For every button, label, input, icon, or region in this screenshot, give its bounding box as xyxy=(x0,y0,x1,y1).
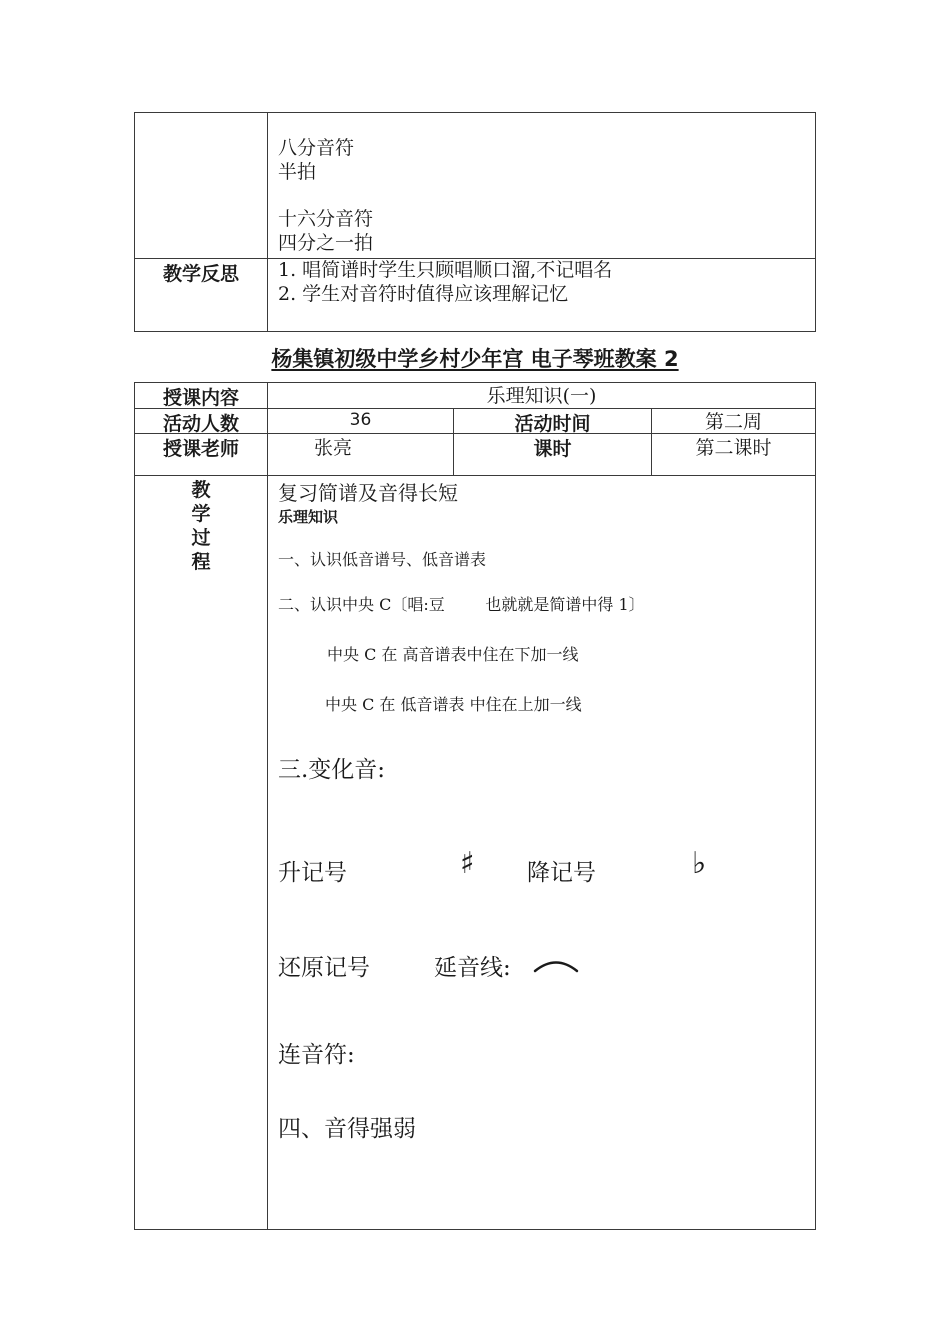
period-value: 第二课时 xyxy=(695,437,772,459)
top-table-border-left xyxy=(134,112,135,332)
sharp-label: 升记号 xyxy=(278,860,347,886)
reflection-label: 教学反思 xyxy=(162,263,239,285)
flat-label: 降记号 xyxy=(527,860,596,886)
top-table-border-top xyxy=(134,112,816,113)
flat-icon: ♭ xyxy=(692,846,707,881)
time-value: 第二周 xyxy=(704,411,762,433)
reflection-item-2: 2. 学生对音符时值得应该理解记忆 xyxy=(278,283,569,305)
process-item-3: 三.变化音: xyxy=(278,757,386,783)
process-label-char-1: 教 xyxy=(191,479,211,501)
main-table-border-right xyxy=(815,382,816,1230)
note-eighth: 八分音符 xyxy=(278,137,355,159)
main-table-row-line-3 xyxy=(134,475,816,476)
process-item-1: 一、认识低音谱号、低音谱表 xyxy=(278,550,487,569)
process-item-4: 四、音得强弱 xyxy=(278,1116,416,1142)
page-title: 杨集镇初级中学乡村少年宫 电子琴班教案 2 xyxy=(271,347,679,371)
note-eighth-beat: 半拍 xyxy=(278,161,317,183)
tie-arc-icon xyxy=(532,952,580,974)
period-label: 课时 xyxy=(533,438,572,460)
reflection-item-1: 1. 唱简谱时学生只顾唱顺口溜,不记唱名 xyxy=(278,259,613,281)
top-table-border-bottom xyxy=(134,331,816,332)
sharp-icon: ♯ xyxy=(460,846,475,881)
process-item-2-sub-1: 中央 C 在 高音谱表中住在下加一线 xyxy=(327,645,579,664)
note-sixteenth-beat: 四分之一拍 xyxy=(278,232,374,254)
tuplet-label: 连音符: xyxy=(278,1042,355,1068)
process-item-2-sub-2: 中央 C 在 低音谱表 中住在上加一线 xyxy=(325,695,582,714)
content-label: 授课内容 xyxy=(162,387,239,409)
top-table-col-divider xyxy=(267,112,268,332)
process-review: 复习简谱及音得长短 xyxy=(278,481,458,505)
teacher-value: 张亮 xyxy=(314,437,353,459)
top-table-border-right xyxy=(815,112,816,332)
process-item-2: 二、认识中央 C〔唱:豆 也就就是简谱中得 1〕 xyxy=(278,595,645,614)
process-label-char-3: 过 xyxy=(191,527,211,549)
content-value: 乐理知识(一) xyxy=(486,385,597,407)
natural-label: 还原记号 xyxy=(278,955,370,981)
process-label xyxy=(134,478,268,574)
teacher-label: 授课老师 xyxy=(162,438,239,460)
process-subtitle: 乐理知识 xyxy=(278,508,339,526)
tie-label: 延音线: xyxy=(434,955,511,981)
count-value: 36 xyxy=(349,410,372,430)
main-table-border-bottom xyxy=(134,1229,816,1230)
time-label: 活动时间 xyxy=(514,413,591,435)
count-label: 活动人数 xyxy=(162,413,239,435)
note-sixteenth: 十六分音符 xyxy=(278,208,374,230)
process-label-char-2: 学 xyxy=(191,503,211,525)
process-label-char-4: 程 xyxy=(191,551,211,573)
